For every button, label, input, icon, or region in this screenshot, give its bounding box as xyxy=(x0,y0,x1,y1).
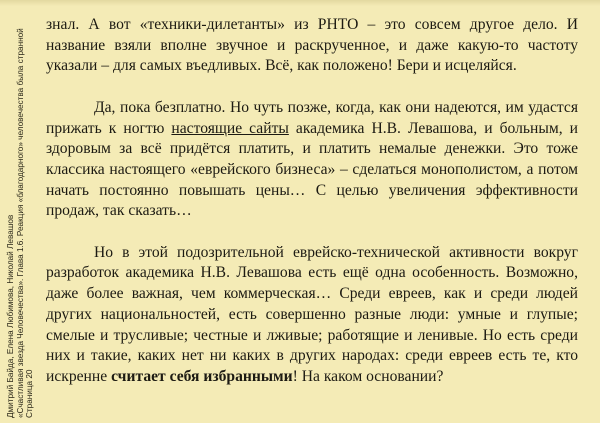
paragraph-2-text-end: академика Н.В. Левашова, и больным, и здоровым за всё придётся платить, и платить немалые денежки. Это тоже классика настоящего «еврейского бизнеса» – сделаться монополистом, а потом начать постоянно повышать цены… С целью увеличения эффективности продаж, так сказать… xyxy=(46,119,579,220)
page-top-edge xyxy=(0,0,600,6)
paragraph-2-text-start: Да, пока безплатно. Но чуть позже, когда, как они надеются, им удастся прижать к ногтю xyxy=(46,98,578,137)
margin-note-authors: Дмитрий Байда, Елена Любимова, Николай Левашов xyxy=(6,214,15,418)
paragraph-3 xyxy=(46,243,578,388)
paragraph-2 xyxy=(46,98,578,222)
document-body xyxy=(46,15,578,388)
page-margin-note xyxy=(6,28,35,418)
margin-note-chapter: «Счастливая звезда Человечества». Глава 1.6. Реакция «благодарного» человечества была странной xyxy=(15,28,25,418)
paragraph-3-text-end: ! На каком основании? xyxy=(292,367,444,385)
paragraph-3-emphasis: считает себя избранными xyxy=(111,367,293,385)
real-sites-link[interactable]: настоящие сайты xyxy=(171,119,289,137)
paragraph-3-text-start: Но в этой подозрительной еврейско-технической активности вокруг разработок академика Н.В. Левашова есть ещё одна особенность. Возможно, даже более важная, чем коммерческая… Среди евреев, как и среди людей других национальностей, есть совершенно разные люди: умные и глупые; смелые и трусливые; честные и лживые; работящие и ленивые. Но есть среди них и такие, каких нет ни каких в других народах: среди евреев есть те, кто искренне xyxy=(46,243,578,385)
margin-note-page-number: Страница 20 xyxy=(25,369,35,418)
paragraph-1: знал. А вот «техники-дилетанты» из РНТО – это совсем другое дело. И название взяли вполне звучное и раскрученное, и даже какую-то частоту указали – для самых въедливых. Всё, как положено! Бери и исцеляйся. xyxy=(46,16,578,75)
